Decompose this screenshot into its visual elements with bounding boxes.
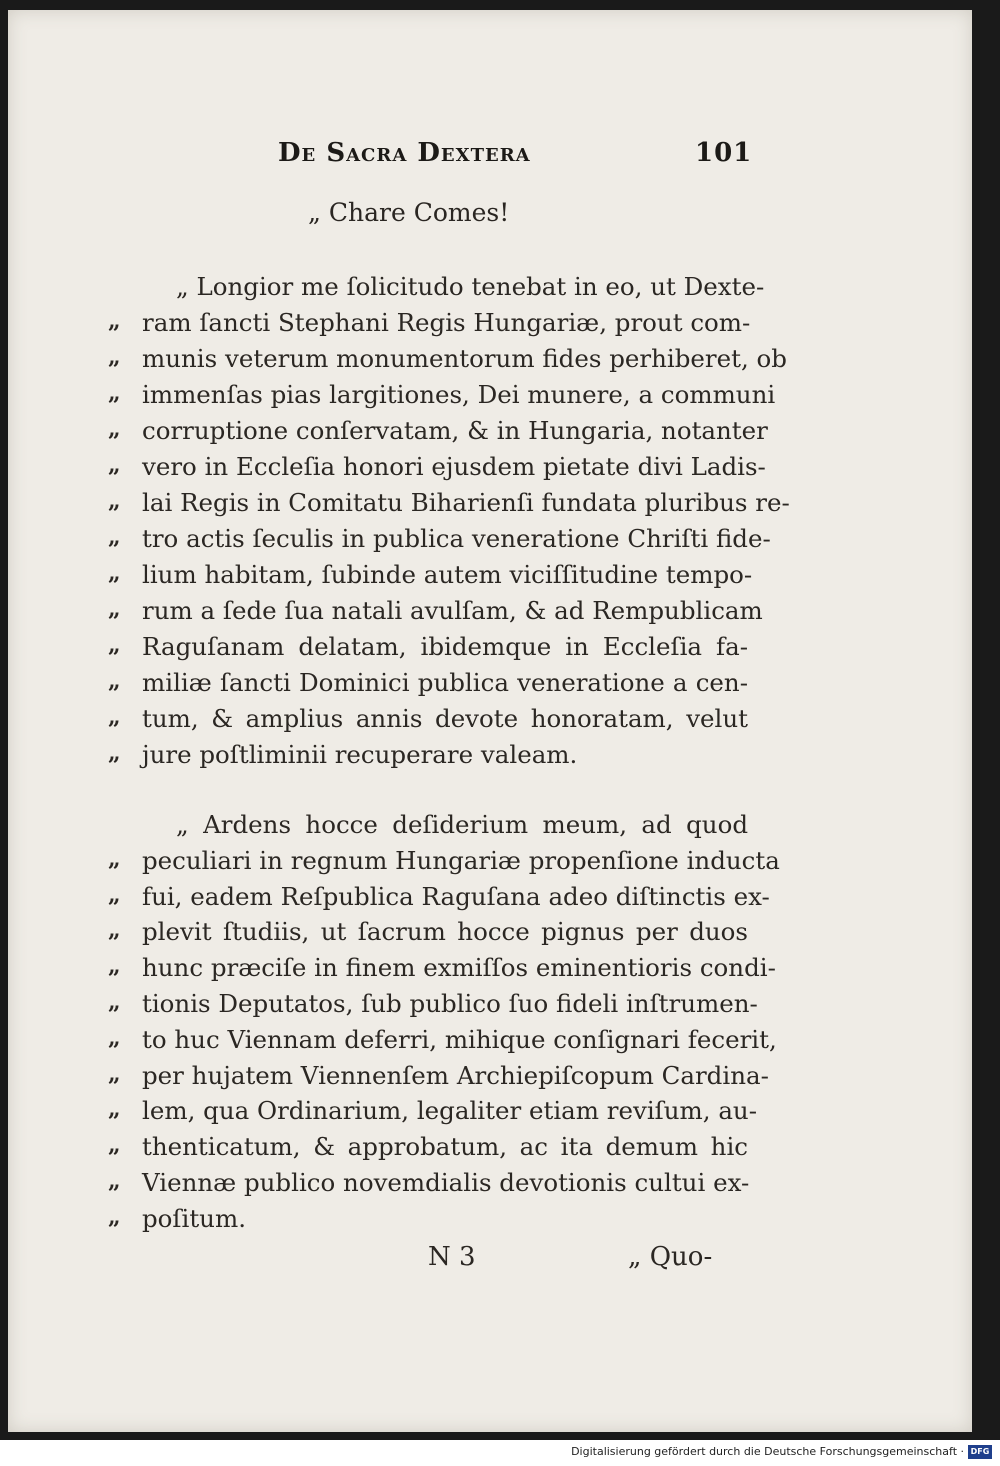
text-line (8, 596, 972, 632)
line-text: tro actis ſeculis in publica veneratione Chriſti fide- (142, 524, 771, 553)
line-text: Raguſanam delatam, ibidemque in Eccleſia fa- (142, 632, 748, 661)
line-text: ram ſancti Stephani Regis Hungariæ, prout com- (142, 308, 751, 337)
text-line (8, 846, 972, 882)
quote-mark: „ (108, 560, 121, 586)
salutation: „ Chare Comes! (308, 198, 510, 227)
quote-mark: „ (108, 308, 121, 334)
text-line (8, 524, 972, 560)
quote-mark: „ (108, 881, 121, 908)
line-text: tionis Deputatos, ſub publico ſuo fideli inſtrumen- (142, 989, 758, 1018)
line-text: rum a ſede ſua natali avulſam, & ad Rempublicam (142, 596, 763, 625)
text-line (8, 380, 972, 416)
text-line (8, 488, 972, 524)
text-line (8, 272, 972, 308)
text-line (8, 917, 972, 953)
line-text: lem, qua Ordinarium, legaliter etiam reviſum, au- (142, 1096, 757, 1126)
quote-mark: „ (108, 917, 121, 944)
line-text: peculiari in regnum Hungariæ propenſione inducta (142, 845, 780, 875)
quote-mark: „ (108, 596, 121, 622)
quote-mark: „ (108, 668, 121, 694)
quote-mark: „ (108, 416, 121, 442)
line-text: poſitum. (142, 1203, 246, 1233)
catchword: „ Quo- (628, 1242, 713, 1272)
signature-mark: N 3 (428, 1242, 476, 1272)
text-line (8, 308, 972, 344)
text-line (8, 416, 972, 452)
line-text: lium habitam, ſubinde autem viciſſitudine tempo- (142, 560, 753, 589)
quote-mark: „ (108, 845, 121, 872)
line-text: „ Longior me ſolicitudo tenebat in eo, ut Dexte- (176, 272, 765, 301)
quote-mark: „ (108, 704, 121, 730)
book-page (8, 10, 972, 1432)
line-text: tum, & amplius annis devote honoratam, velut (142, 704, 748, 733)
line-text: lai Regis in Comitatu Biharienſi fundata pluribus re- (142, 488, 790, 517)
line-text: thenticatum, & approbatum, ac ita demum hic (142, 1132, 748, 1162)
text-line (8, 704, 972, 740)
line-text: munis veterum monumentorum fides perhiberet, ob (142, 344, 787, 373)
text-line (8, 1061, 972, 1097)
line-text: to huc Viennam deferri, mihique conſignari fecerit, (142, 1024, 777, 1054)
line-text: fui, eadem Reſpublica Raguſana adeo diſtinctis ex- (142, 881, 770, 911)
quote-mark: „ (108, 1024, 121, 1051)
text-line (8, 1204, 972, 1240)
quote-mark: „ (108, 488, 121, 514)
quote-mark: „ (108, 1168, 121, 1194)
dfg-credit-bar (0, 1440, 1000, 1466)
text-line (8, 953, 972, 989)
text-line (8, 452, 972, 488)
quote-mark: „ (108, 1203, 121, 1230)
line-text: Viennæ publico novemdialis devotionis cultui ex- (142, 1168, 750, 1197)
page-footer (8, 1242, 972, 1282)
quote-mark: „ (108, 989, 121, 1015)
line-text: miliæ ſancti Dominici publica veneratione a cen- (142, 668, 748, 697)
text-line (8, 740, 972, 776)
quote-mark: „ (108, 380, 121, 406)
text-line (8, 1096, 972, 1132)
quote-mark: „ (108, 1096, 121, 1123)
text-line (8, 560, 972, 596)
quote-mark: „ (108, 632, 121, 658)
line-text: hunc præciſe in finem exmiſſos eminentioris condi- (142, 953, 776, 983)
quote-mark: „ (108, 1132, 121, 1159)
line-text: per hujatem Viennenſem Archiepiſcopum Cardina- (142, 1060, 769, 1090)
line-text: vero in Eccleſia honori ejusdem pietate divi Ladis- (142, 452, 766, 481)
text-line (8, 1132, 972, 1168)
dfg-credit-text: Digitalisierung gefördert durch die Deutsche Forschungsgemeinschaft · (571, 1445, 964, 1458)
page-number: 101 (695, 138, 753, 168)
text-line (8, 344, 972, 380)
quote-mark: „ (108, 344, 121, 370)
text-line (8, 1168, 972, 1204)
text-line (8, 810, 972, 846)
dfg-logo: DFG (968, 1445, 992, 1459)
text-line (8, 632, 972, 668)
quote-mark: „ (108, 953, 121, 980)
page-header (8, 138, 972, 178)
line-text: corruptione conſervatam, & in Hungaria, notanter (142, 416, 768, 445)
quote-mark: „ (108, 1060, 121, 1087)
line-text: jure poſtliminii recuperare valeam. (142, 740, 578, 769)
text-line (8, 882, 972, 918)
line-text: „ Ardens hocce deſiderium meum, ad quod (176, 810, 748, 839)
text-line (8, 989, 972, 1025)
line-text: plevit ſtudiis, ut ſacrum hocce pignus per duos (142, 917, 748, 947)
text-line (8, 1025, 972, 1061)
line-text: immenſas pias largitiones, Dei munere, a communi (142, 380, 776, 409)
running-head: De Sacra Dextera (278, 138, 531, 168)
text-line (8, 668, 972, 704)
quote-mark: „ (108, 452, 121, 478)
quote-mark: „ (108, 524, 121, 550)
quote-mark: „ (108, 740, 121, 766)
